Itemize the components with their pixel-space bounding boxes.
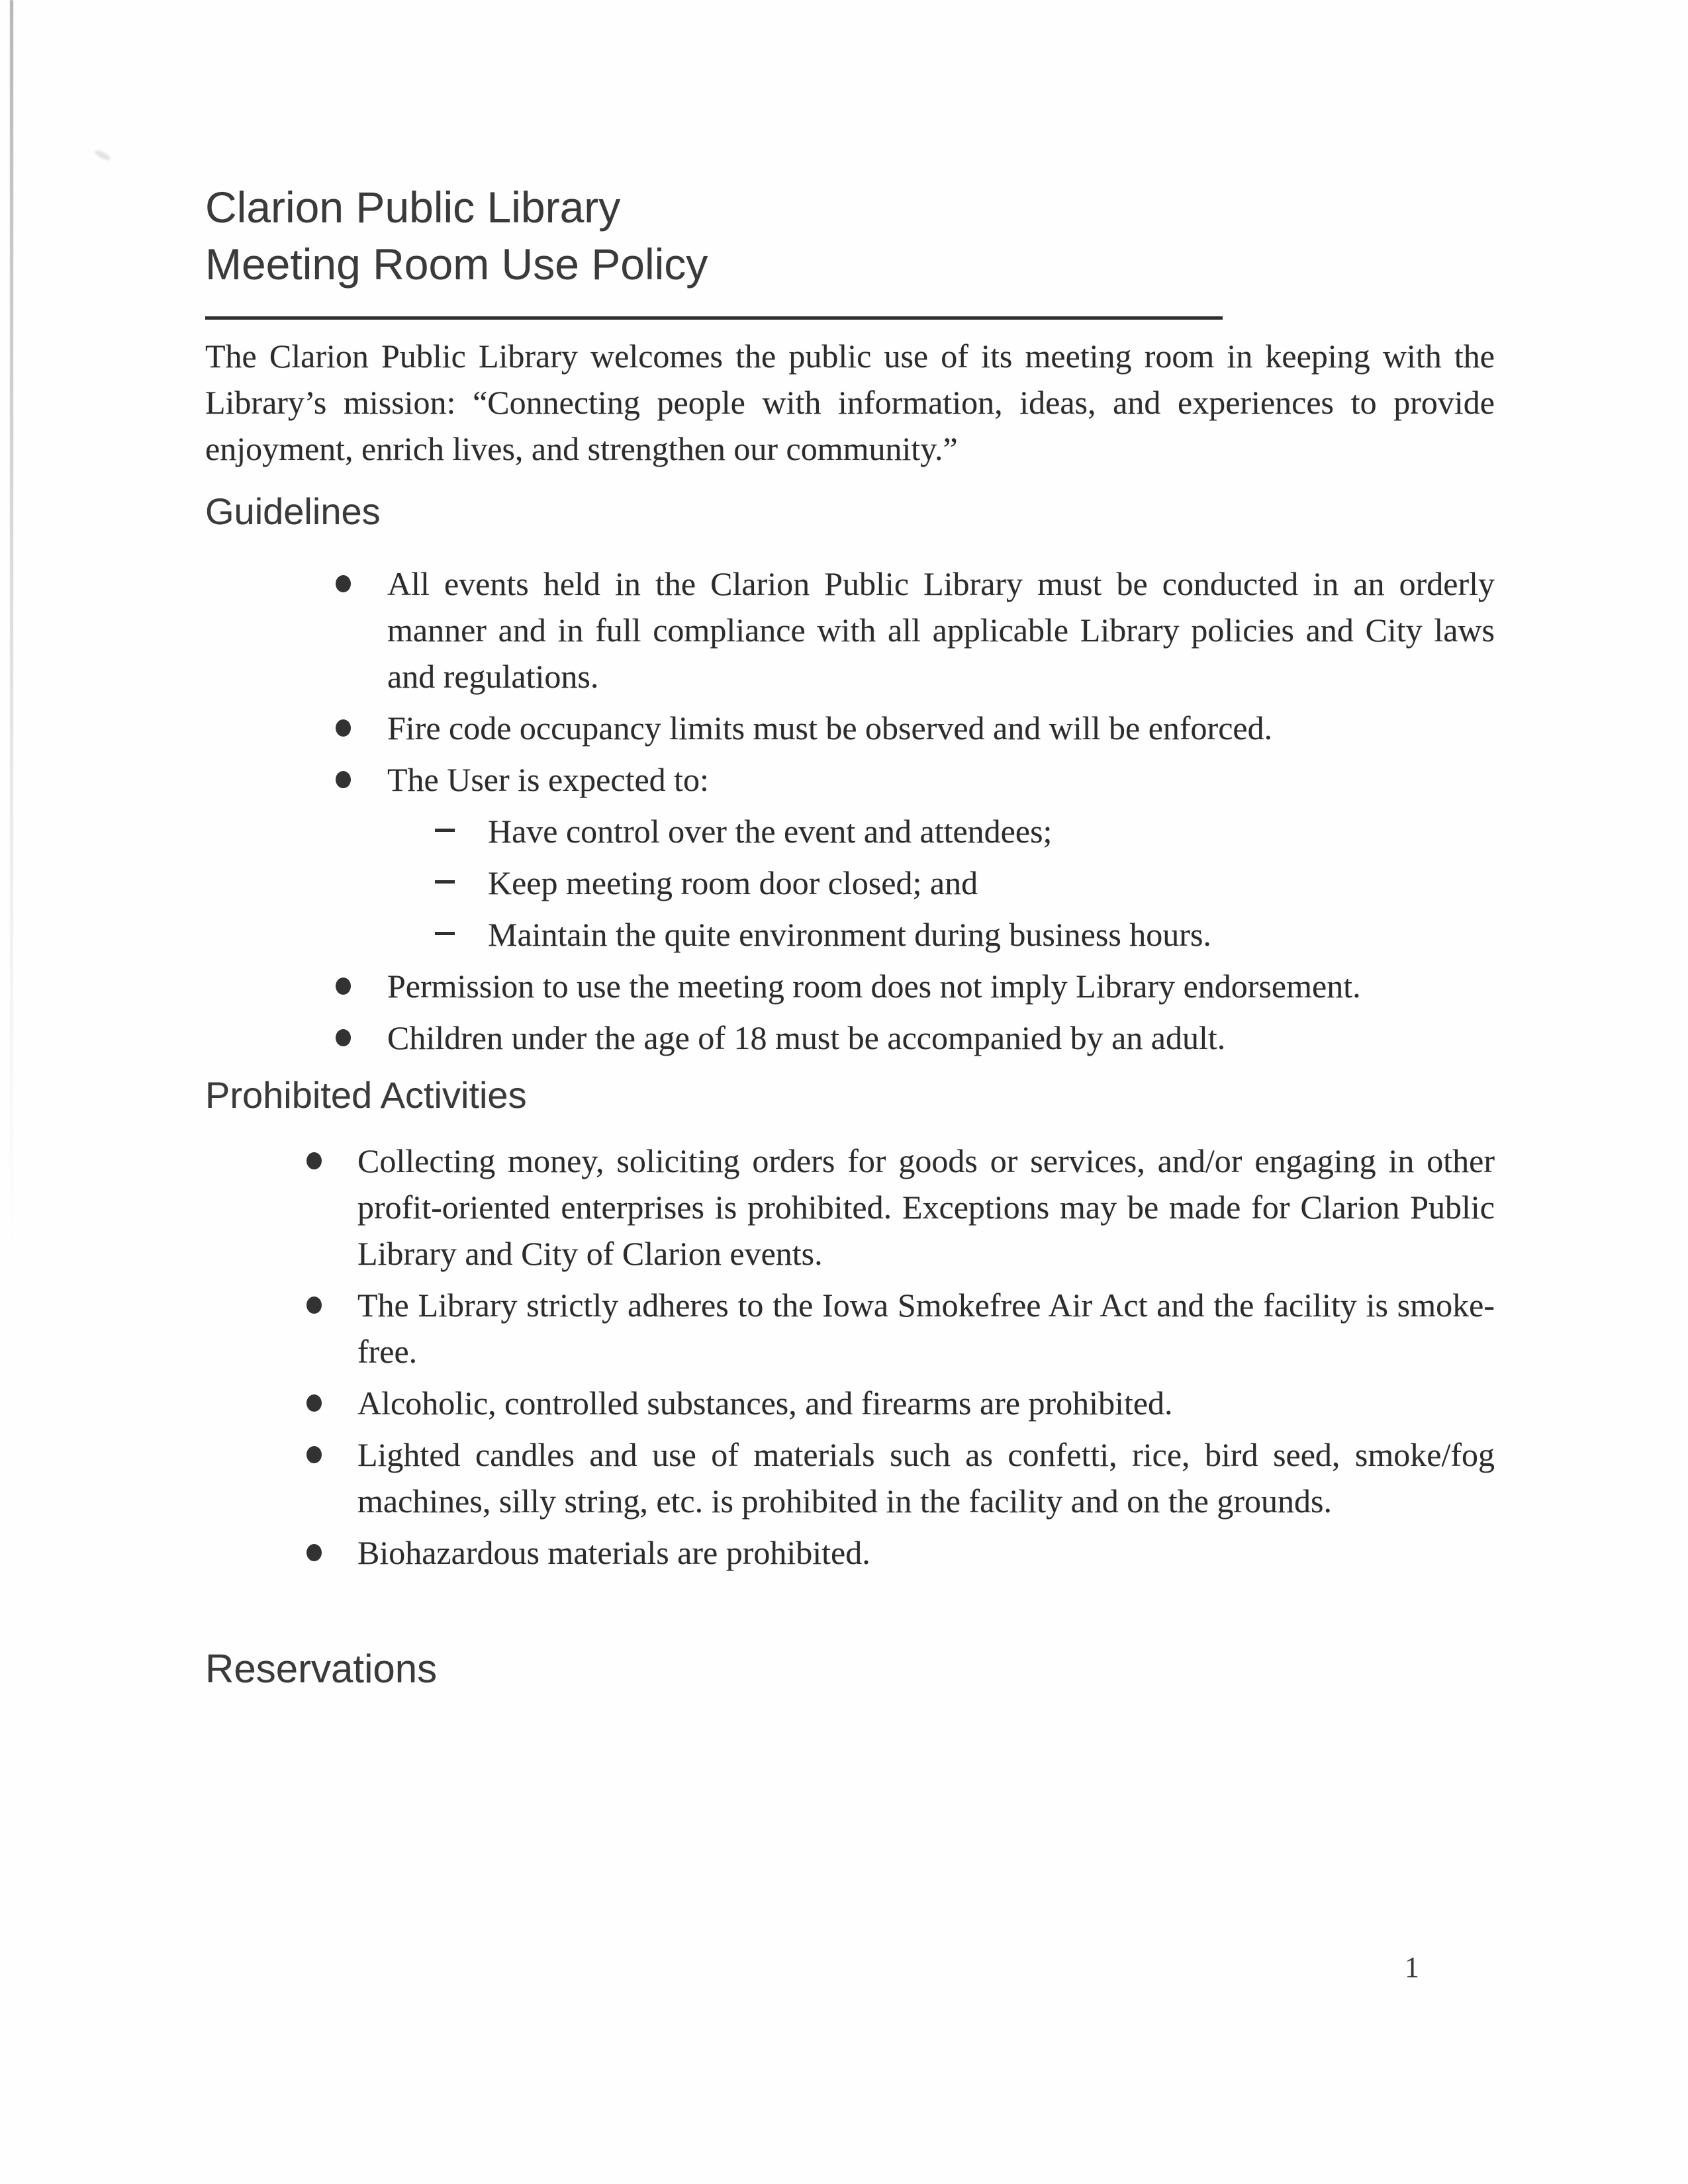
bullet-list	[205, 1138, 1495, 1576]
bullet-marker	[336, 978, 351, 995]
list-item-text: Alcoholic, controlled substances, and firearms are prohibited.	[357, 1385, 1173, 1422]
list-item	[205, 756, 1495, 958]
title-rule	[205, 316, 1223, 320]
section-heading: Reservations	[205, 1647, 438, 1691]
list-item	[205, 1432, 1495, 1524]
section-heading: Guidelines	[205, 490, 381, 532]
bullet-marker	[306, 1544, 322, 1561]
list-item-text: The User is expected to:	[387, 761, 709, 798]
dash-marker	[435, 932, 455, 935]
bullet-marker	[306, 1297, 322, 1314]
list-item-text: The Library strictly adheres to the Iowa Smokefree Air Act and the facility is smoke-free.	[357, 1287, 1495, 1370]
dash-marker	[435, 829, 455, 832]
list-item	[205, 1380, 1495, 1426]
list-item-text: Lighted candles and use of materials such as confetti, rice, bird seed, smoke/fog machines, silly string, etc. is prohibited in the facility and on the grounds.	[357, 1436, 1495, 1520]
list-item-text: All events held in the Clarion Public Library must be conducted in an orderly manner and in full compliance with all applicable Library policies and City laws and regulations.	[387, 565, 1495, 695]
sub-list-item-text: Maintain the quite environment during business hours.	[488, 916, 1211, 953]
list-item	[205, 1015, 1495, 1061]
list-item	[205, 705, 1495, 751]
list-item	[205, 1282, 1495, 1375]
sub-list-item	[387, 911, 1495, 958]
bullet-list	[205, 561, 1495, 1061]
intro-paragraph: The Clarion Public Library welcomes the public use of its meeting room in keeping with the Library’s mission: “Connecting people with information, ideas, and experiences to provide enjoyment, enrich lives, and strengthen our community.”	[205, 338, 1495, 467]
sub-list-item	[387, 808, 1495, 854]
bullet-marker	[336, 1029, 351, 1046]
sub-list-item	[387, 860, 1495, 906]
title-line-1: Clarion Public Library	[205, 183, 621, 232]
bullet-marker	[306, 1446, 322, 1463]
bullet-marker	[336, 719, 351, 737]
list-item	[205, 1529, 1495, 1576]
list-item	[205, 963, 1495, 1009]
dash-marker	[435, 880, 455, 884]
document-title	[205, 179, 1495, 293]
sub-list	[387, 808, 1495, 958]
list-item	[205, 561, 1495, 700]
list-item-text: Fire code occupancy limits must be observed and will be enforced.	[387, 709, 1273, 747]
sub-list-item-text: Have control over the event and attendees;	[488, 813, 1053, 850]
scan-edge-artifact	[10, 0, 13, 1244]
bullet-marker	[336, 575, 351, 592]
list-item-text: Children under the age of 18 must be accompanied by an adult.	[387, 1019, 1226, 1056]
document-content	[205, 0, 1495, 1692]
section-heading: Prohibited Activities	[205, 1074, 527, 1116]
scan-smudge-artifact	[93, 148, 111, 161]
list-item-text: Permission to use the meeting room does not imply Library endorsement.	[387, 968, 1361, 1005]
list-item-text: Biohazardous materials are prohibited.	[357, 1534, 870, 1571]
bullet-marker	[336, 771, 351, 788]
title-line-2: Meeting Room Use Policy	[205, 240, 708, 289]
list-item	[205, 1138, 1495, 1277]
bullet-marker	[306, 1152, 322, 1169]
list-item-text: Collecting money, soliciting orders for goods or services, and/or engaging in other profit-oriented enterprises is prohibited. Exceptions may be made for Clarion Public Library and City of Clarion events.	[357, 1142, 1495, 1272]
page-number: 1	[1405, 1951, 1419, 1983]
bullet-marker	[306, 1394, 322, 1412]
sub-list-item-text: Keep meeting room door closed; and	[488, 864, 978, 901]
sections-container	[205, 490, 1495, 1692]
